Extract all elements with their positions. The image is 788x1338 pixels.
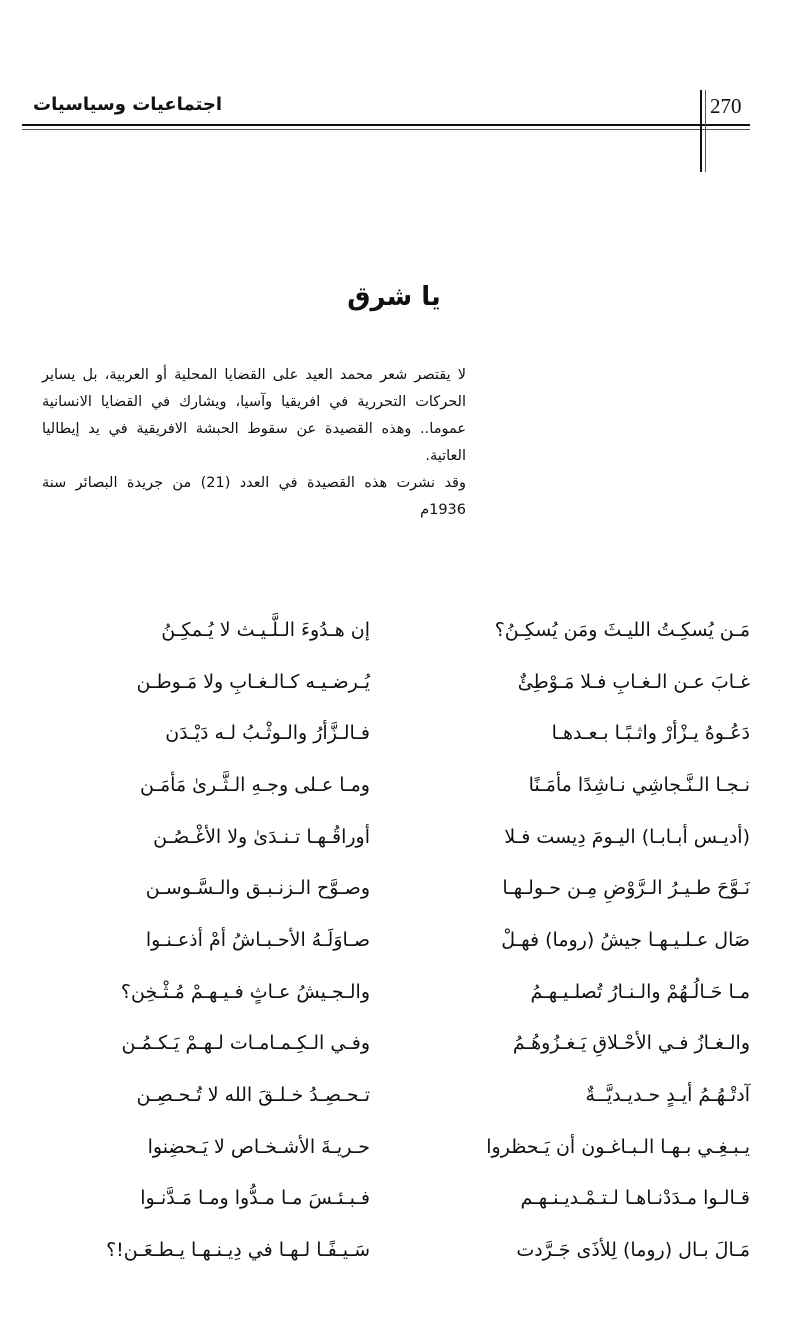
header-rule	[22, 124, 750, 126]
verse-first-hemistich: مَـن يُسكِـتُ الليـثَ ومَن يُسكِـنُ؟	[494, 618, 750, 641]
verse-line	[40, 811, 750, 863]
verse-first-hemistich: والـغـازُ فـي الأحْـلاقِ يَـغـزُوهُـمُ	[512, 1032, 750, 1055]
intro-paragraph: لا يقتصر شعر محمد العيد على القضايا المحلية أو العربية، بل يساير الحركات التحررية في افريقيا وآسيا، ويشارك في القضايا الانسانية عموما.. وهذه القصيدة عن سقوط الحبشة الافريقية في يد إيطاليا العاتية.	[42, 367, 466, 464]
verse-second-hemistich: إن هـدُوءَ الـلَّـيـث لا يُـمكِـنُ	[161, 618, 370, 641]
intro-paragraph: وقد نشرت هذه القصيدة في العدد (21) من جريدة البصائر سنة 1936م	[42, 475, 466, 518]
verse-first-hemistich: دَعُـوهُ يـزْأرْ واثـبًـا بـعـدهـا	[551, 722, 750, 745]
verse-line	[40, 1121, 750, 1173]
verse-second-hemistich: حـريـةَ الأشـخـاص لا يَـحضِنوا	[147, 1135, 370, 1158]
verse-line	[40, 1224, 750, 1276]
verse-first-hemistich: مَـالَ بـال (روما) لِلأذَى جَـرَّدت	[516, 1239, 750, 1262]
verse-first-hemistich: غـابَ عـن الـغـابِ فـلا مَـوْطِئٌ	[517, 670, 750, 693]
verse-first-hemistich: نَـوَّحَ طـيـرُ الـرَّوْضِ مِـن حـولـهـا	[502, 877, 750, 900]
poem-title: يا شرق	[347, 282, 441, 312]
verse-line	[40, 966, 750, 1018]
verse-line	[40, 862, 750, 914]
verse-line	[40, 707, 750, 759]
intro-note	[42, 362, 466, 524]
verse-second-hemistich: ومـا عـلى وجـهِ الـثَّـرىٰ مَأمَـن	[139, 773, 370, 796]
verse-line	[40, 914, 750, 966]
verse-second-hemistich: والـجـيشُ عـاثٍ فـيـهـمْ مُـثْـخِن؟	[120, 980, 370, 1003]
verse-first-hemistich: قـالـوا مـدَدْنـاهـا لـتـمْـديـنـهـم	[520, 1187, 750, 1210]
header-rule-thin	[22, 129, 750, 130]
verse-second-hemistich: أوراقُـهـا تـنـدَىٰ ولا الأغْـصُـن	[153, 825, 370, 848]
verse-line	[40, 656, 750, 708]
verse-line	[40, 604, 750, 656]
verse-first-hemistich: يـبـغِـي بـهـا الـبـاغـون أن يَـحظروا	[486, 1135, 750, 1158]
verse-second-hemistich: سَـيـفًـا لـهـا في دِيـنـهـا يـطـعَـن!؟	[106, 1239, 370, 1262]
page-header	[22, 94, 750, 124]
running-title: اجتماعيات وسياسيات	[33, 94, 222, 115]
verse-second-hemistich: وفـي الـكِـمـامـات لـهـمْ يَـكـمُـن	[121, 1032, 370, 1055]
page-number: 270	[710, 94, 742, 118]
verse-second-hemistich: وصـوَّح الـزنـبـق والـسَّـوسـن	[145, 877, 370, 900]
verse-line	[40, 1018, 750, 1070]
poem-body	[40, 604, 750, 1276]
verse-first-hemistich: صَال عـلـيـهـا جيشُ (روما) فهـلْ	[501, 928, 750, 951]
vertical-rule-thin	[705, 90, 706, 172]
verse-line	[40, 759, 750, 811]
verse-first-hemistich: نـجـا الـنَّـجاشِي نـاشِدًا مأمَـنًا	[528, 773, 750, 796]
verse-first-hemistich: آدتْـهُـمُ أيـدٍ حـديـديَّــةٌ	[585, 1084, 750, 1107]
verse-second-hemistich: تـحـصِـدُ خـلـقَ الله لا تُـحـصِـن	[136, 1084, 370, 1107]
verse-second-hemistich: فـالـزَّأرُ والـوثْـبُ لـه دَيْـدَن	[165, 722, 370, 745]
verse-line	[40, 1173, 750, 1225]
verse-second-hemistich: فـبـئـسَ مـا مـدُّوا ومـا مَـدَّنـوا	[140, 1187, 370, 1210]
verse-second-hemistich: يُـرضـيـه كـالـغـابِ ولا مَـوطـن	[136, 670, 370, 693]
verse-second-hemistich: صـاوَلَـهُ الأحـبـاشُ أمْ أذعـنـوا	[145, 928, 370, 951]
verse-first-hemistich: مـا حَـالُـهُمْ والـنـارُ تُصلـيـهـمُ	[530, 980, 750, 1003]
vertical-rule	[700, 90, 702, 172]
verse-line	[40, 1069, 750, 1121]
verse-first-hemistich: (أديـس أبـابـا) اليـومَ دِيست فـلا	[504, 825, 750, 848]
